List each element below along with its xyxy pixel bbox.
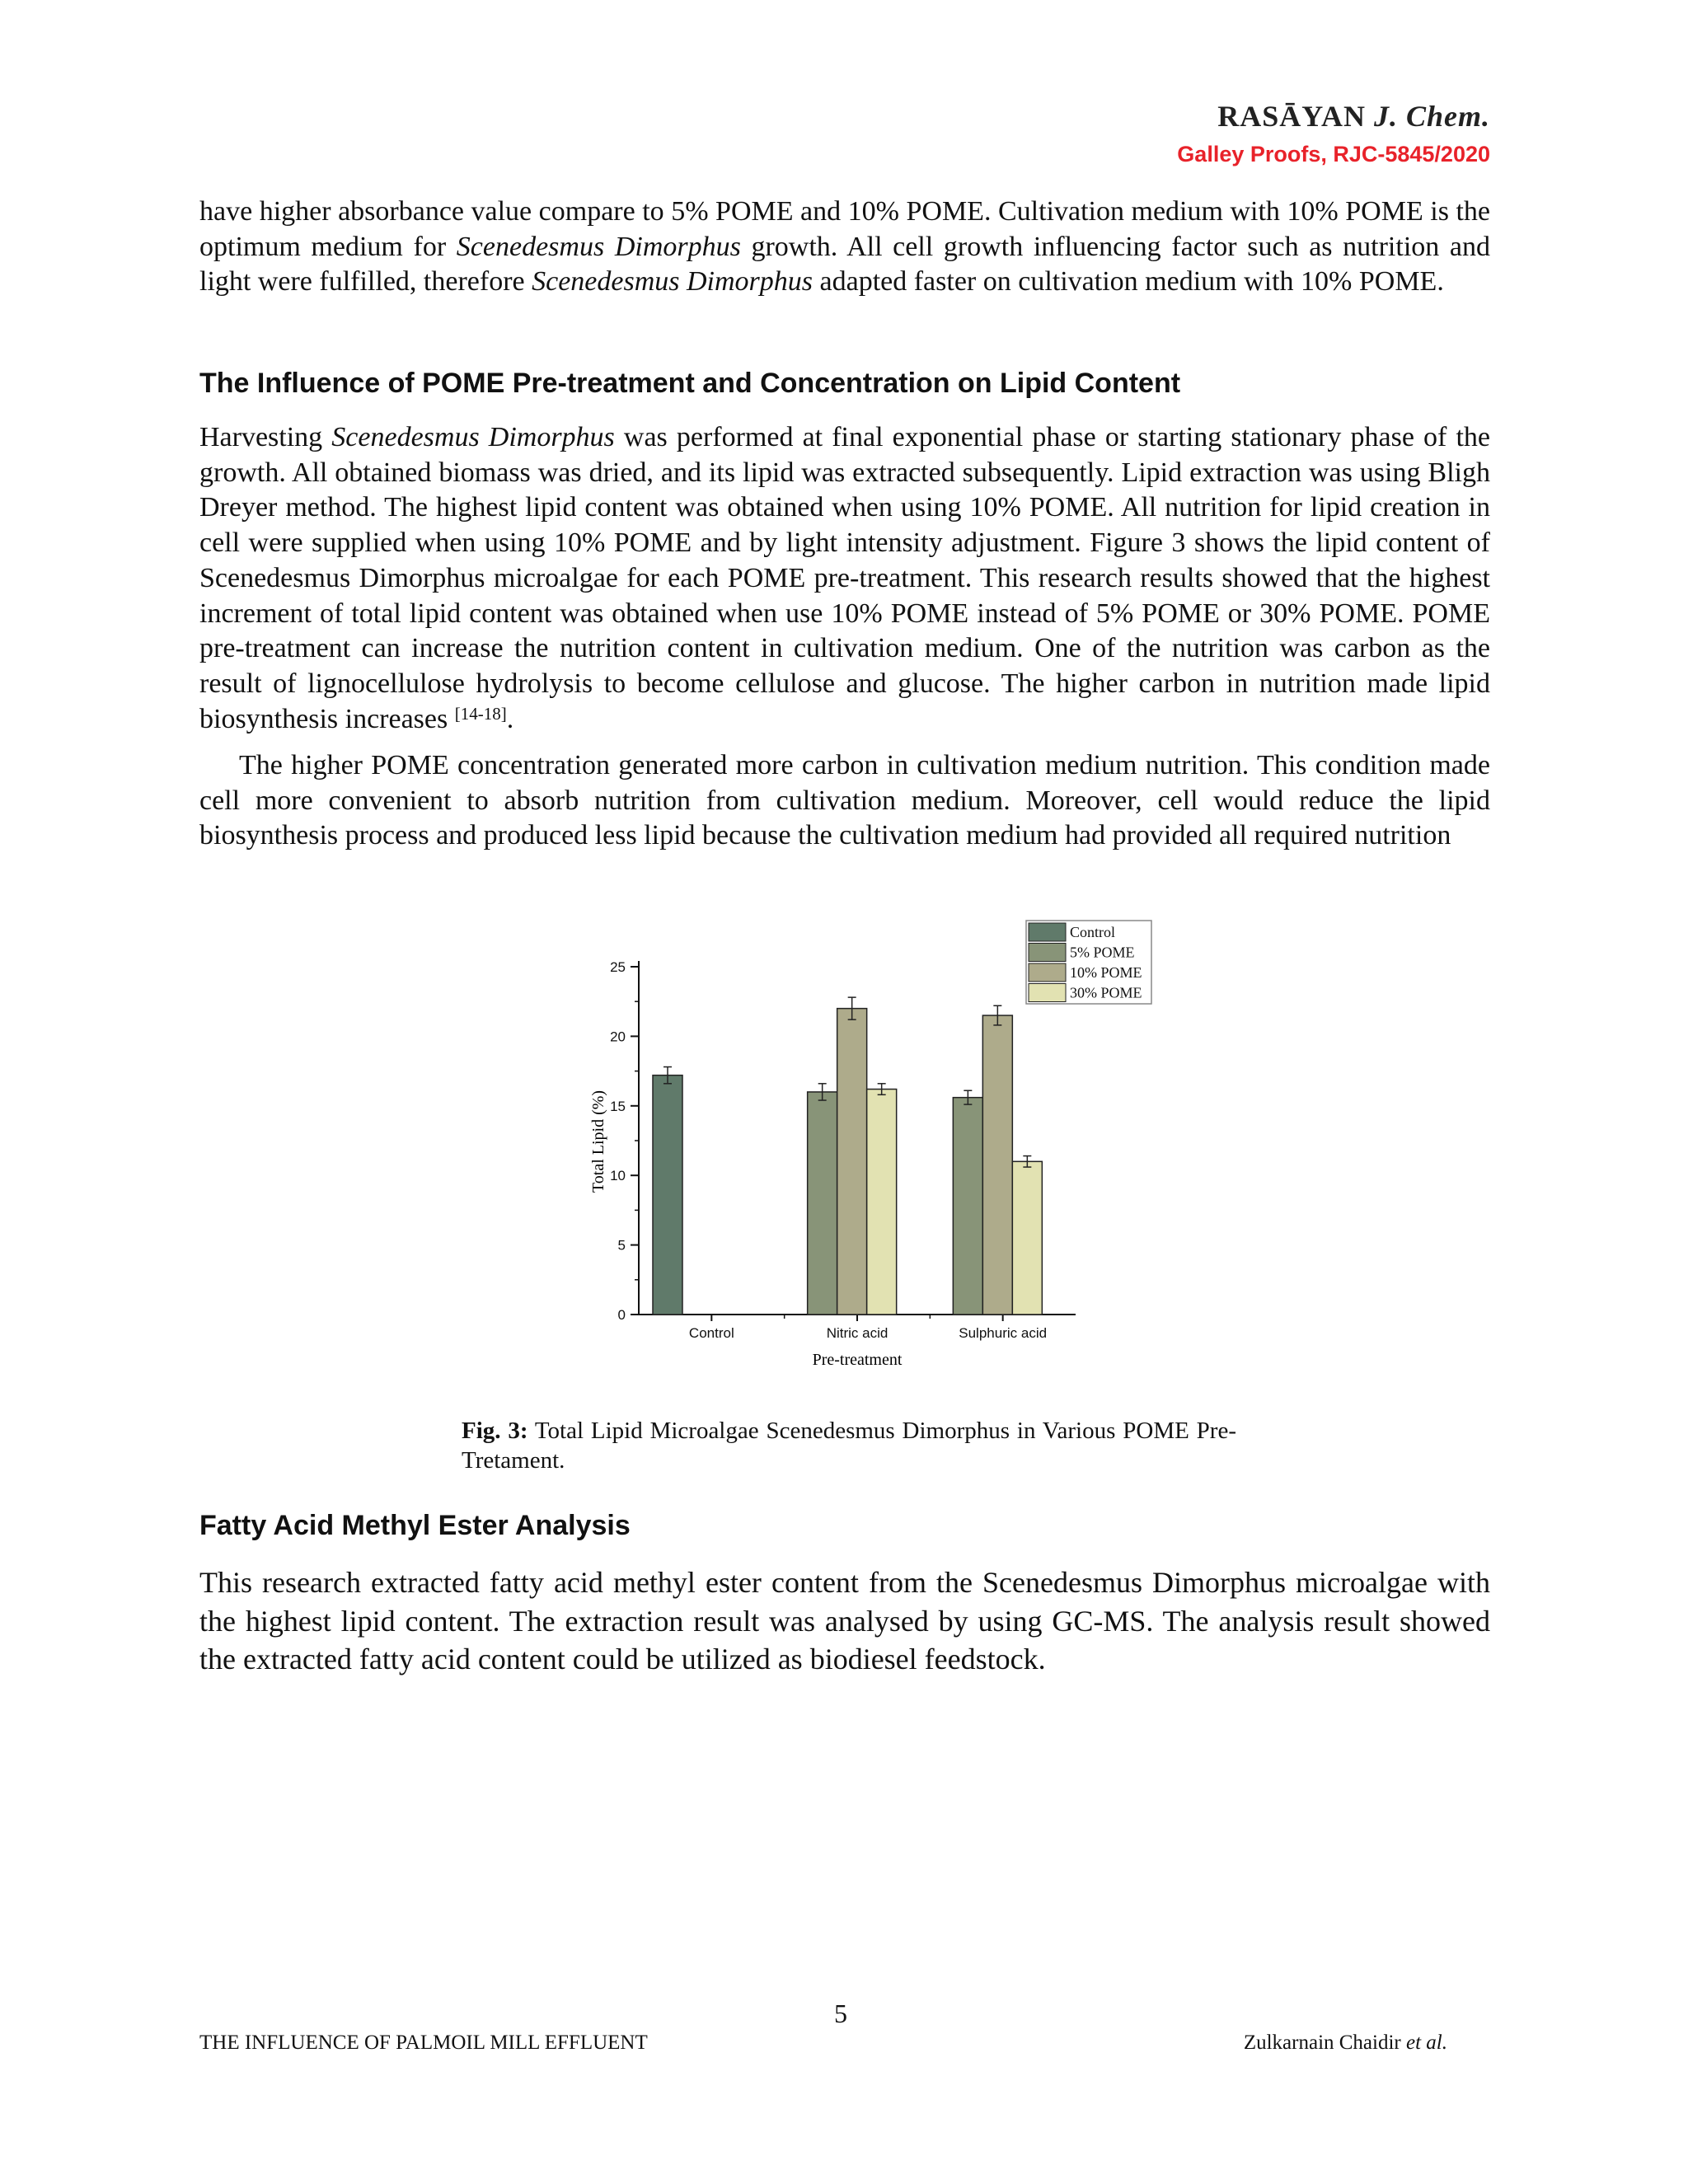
species-name: Scenedesmus Dimorphus <box>456 231 741 262</box>
legend-swatch <box>1029 923 1066 941</box>
text-run: Harvesting <box>199 422 332 452</box>
legend-swatch <box>1029 944 1066 962</box>
y-tick-label: 5 <box>617 1237 626 1254</box>
y-axis-label: Total Lipid (%) <box>589 1090 607 1193</box>
x-tick-label: Control <box>688 1325 734 1341</box>
bar <box>808 1092 837 1315</box>
y-tick-label: 25 <box>610 959 626 975</box>
caption-text: Total Lipid Microalgae Scenedesmus Dimorphus in Various POME Pre-Tretament. <box>462 1418 1236 1474</box>
running-author <box>1244 2032 1447 2055</box>
text-run: growth. All cell growth influencing factor such as nutrition and light were fulfilled, therefore <box>199 231 1491 298</box>
legend-label: 10% POME <box>1070 964 1142 981</box>
galley-proof-label: Galley Proofs, RJC-5845/2020 <box>1177 142 1490 166</box>
section-heading-fame: Fatty Acid Methyl Ester Analysis <box>199 1510 631 1541</box>
x-tick-label: Nitric acid <box>826 1325 889 1341</box>
bar <box>837 1009 867 1315</box>
bar <box>953 1098 982 1315</box>
bar <box>653 1076 682 1315</box>
y-tick-label: 15 <box>610 1098 626 1114</box>
page-number: 5 <box>834 1999 847 2028</box>
citation-ref: [14-18] <box>454 703 507 724</box>
et-al: et al. <box>1406 2032 1447 2054</box>
bar-series <box>653 997 1042 1315</box>
legend-swatch <box>1029 963 1066 982</box>
text-run: was performed at final exponential phase or starting stationary phase of the growth. All obtained biomass was dried, and its lipid was extracted subsequently. Lipid extraction was using Bligh Dreyer method. The highest lipid content was obtained when using 10% POME. All nutrition for lipid creation in cell were supplied when using 10% POME and by light intensity adjustment. Figure 3 shows the lipid content of Scenedesmus Dimorphus microalgae for each POME pre-treatment. This research results showed that the highest increment of total lipid content was obtained when use 10% POME instead of 5% POME or 30% POME. POME pre-treatment can increase the nutrition content in cultivation medium. One of the nutrition was carbon as the result of lignocellulose hydrolysis to become cellulose and glucose. The higher carbon in nutrition made lipid biosynthesis increases <box>199 422 1490 734</box>
paragraph-4: This research extracted fatty acid methyl ester content from the Scenedesmus Dimorphus microalgae with the highest lipid content. The extraction result was analysed by using GC-MS. The analysis result showed the extracted fatty acid content could be utilized as biodiesel feedstock. <box>199 1566 1490 1675</box>
section-heading-lipid: The Influence of POME Pre-treatment and Concentration on Lipid Content <box>199 368 1181 399</box>
species-name: Scenedesmus Dimorphus <box>532 266 814 298</box>
text-run: adapted faster on cultivation medium with 10% POME. <box>813 266 1444 298</box>
text-run: . <box>506 703 514 734</box>
species-name: Scenedesmus Dimorphus <box>331 422 615 452</box>
y-ticks <box>610 959 639 1323</box>
figure-caption <box>462 1416 1236 1475</box>
x-ticks <box>689 1315 1047 1341</box>
paragraph-3: The higher POME concentration generated more carbon in cultivation medium nutrition. This condition made cell more convenient to absorb nutrition from cultivation medium. Moreover, cell would reduce the lipid biosynthesis process and produced less lipid because the cultivation medium had provided all required nutrition <box>199 750 1490 851</box>
y-tick-label: 0 <box>617 1307 626 1323</box>
bar <box>867 1090 897 1315</box>
journal-name: RASĀYAN <box>1217 100 1366 133</box>
caption-label: Fig. 3: <box>462 1418 528 1444</box>
chart-legend <box>1026 921 1151 1004</box>
running-title: THE INFLUENCE OF PALMOIL MILL EFFLUENT <box>199 2032 648 2054</box>
author-name: Zulkarnain Chaidir <box>1243 2032 1406 2054</box>
legend-label: Control <box>1070 924 1116 940</box>
bar <box>982 1015 1012 1315</box>
y-tick-label: 10 <box>610 1168 626 1184</box>
legend-label: 5% POME <box>1070 944 1135 961</box>
y-tick-label: 20 <box>610 1029 626 1045</box>
x-axis-label: Pre-treatment <box>812 1351 903 1369</box>
x-tick-label: Sulphuric acid <box>959 1325 1048 1341</box>
bar <box>1012 1161 1042 1315</box>
legend-label: 30% POME <box>1070 984 1142 1001</box>
legend-swatch <box>1029 984 1066 1002</box>
text-run: have higher absorbance value compare to 5% POME and 10% POME. Cultivation medium with 10% POME is the optimum medium for <box>199 196 1490 262</box>
journal-abbrev: J. Chem. <box>1373 100 1490 133</box>
